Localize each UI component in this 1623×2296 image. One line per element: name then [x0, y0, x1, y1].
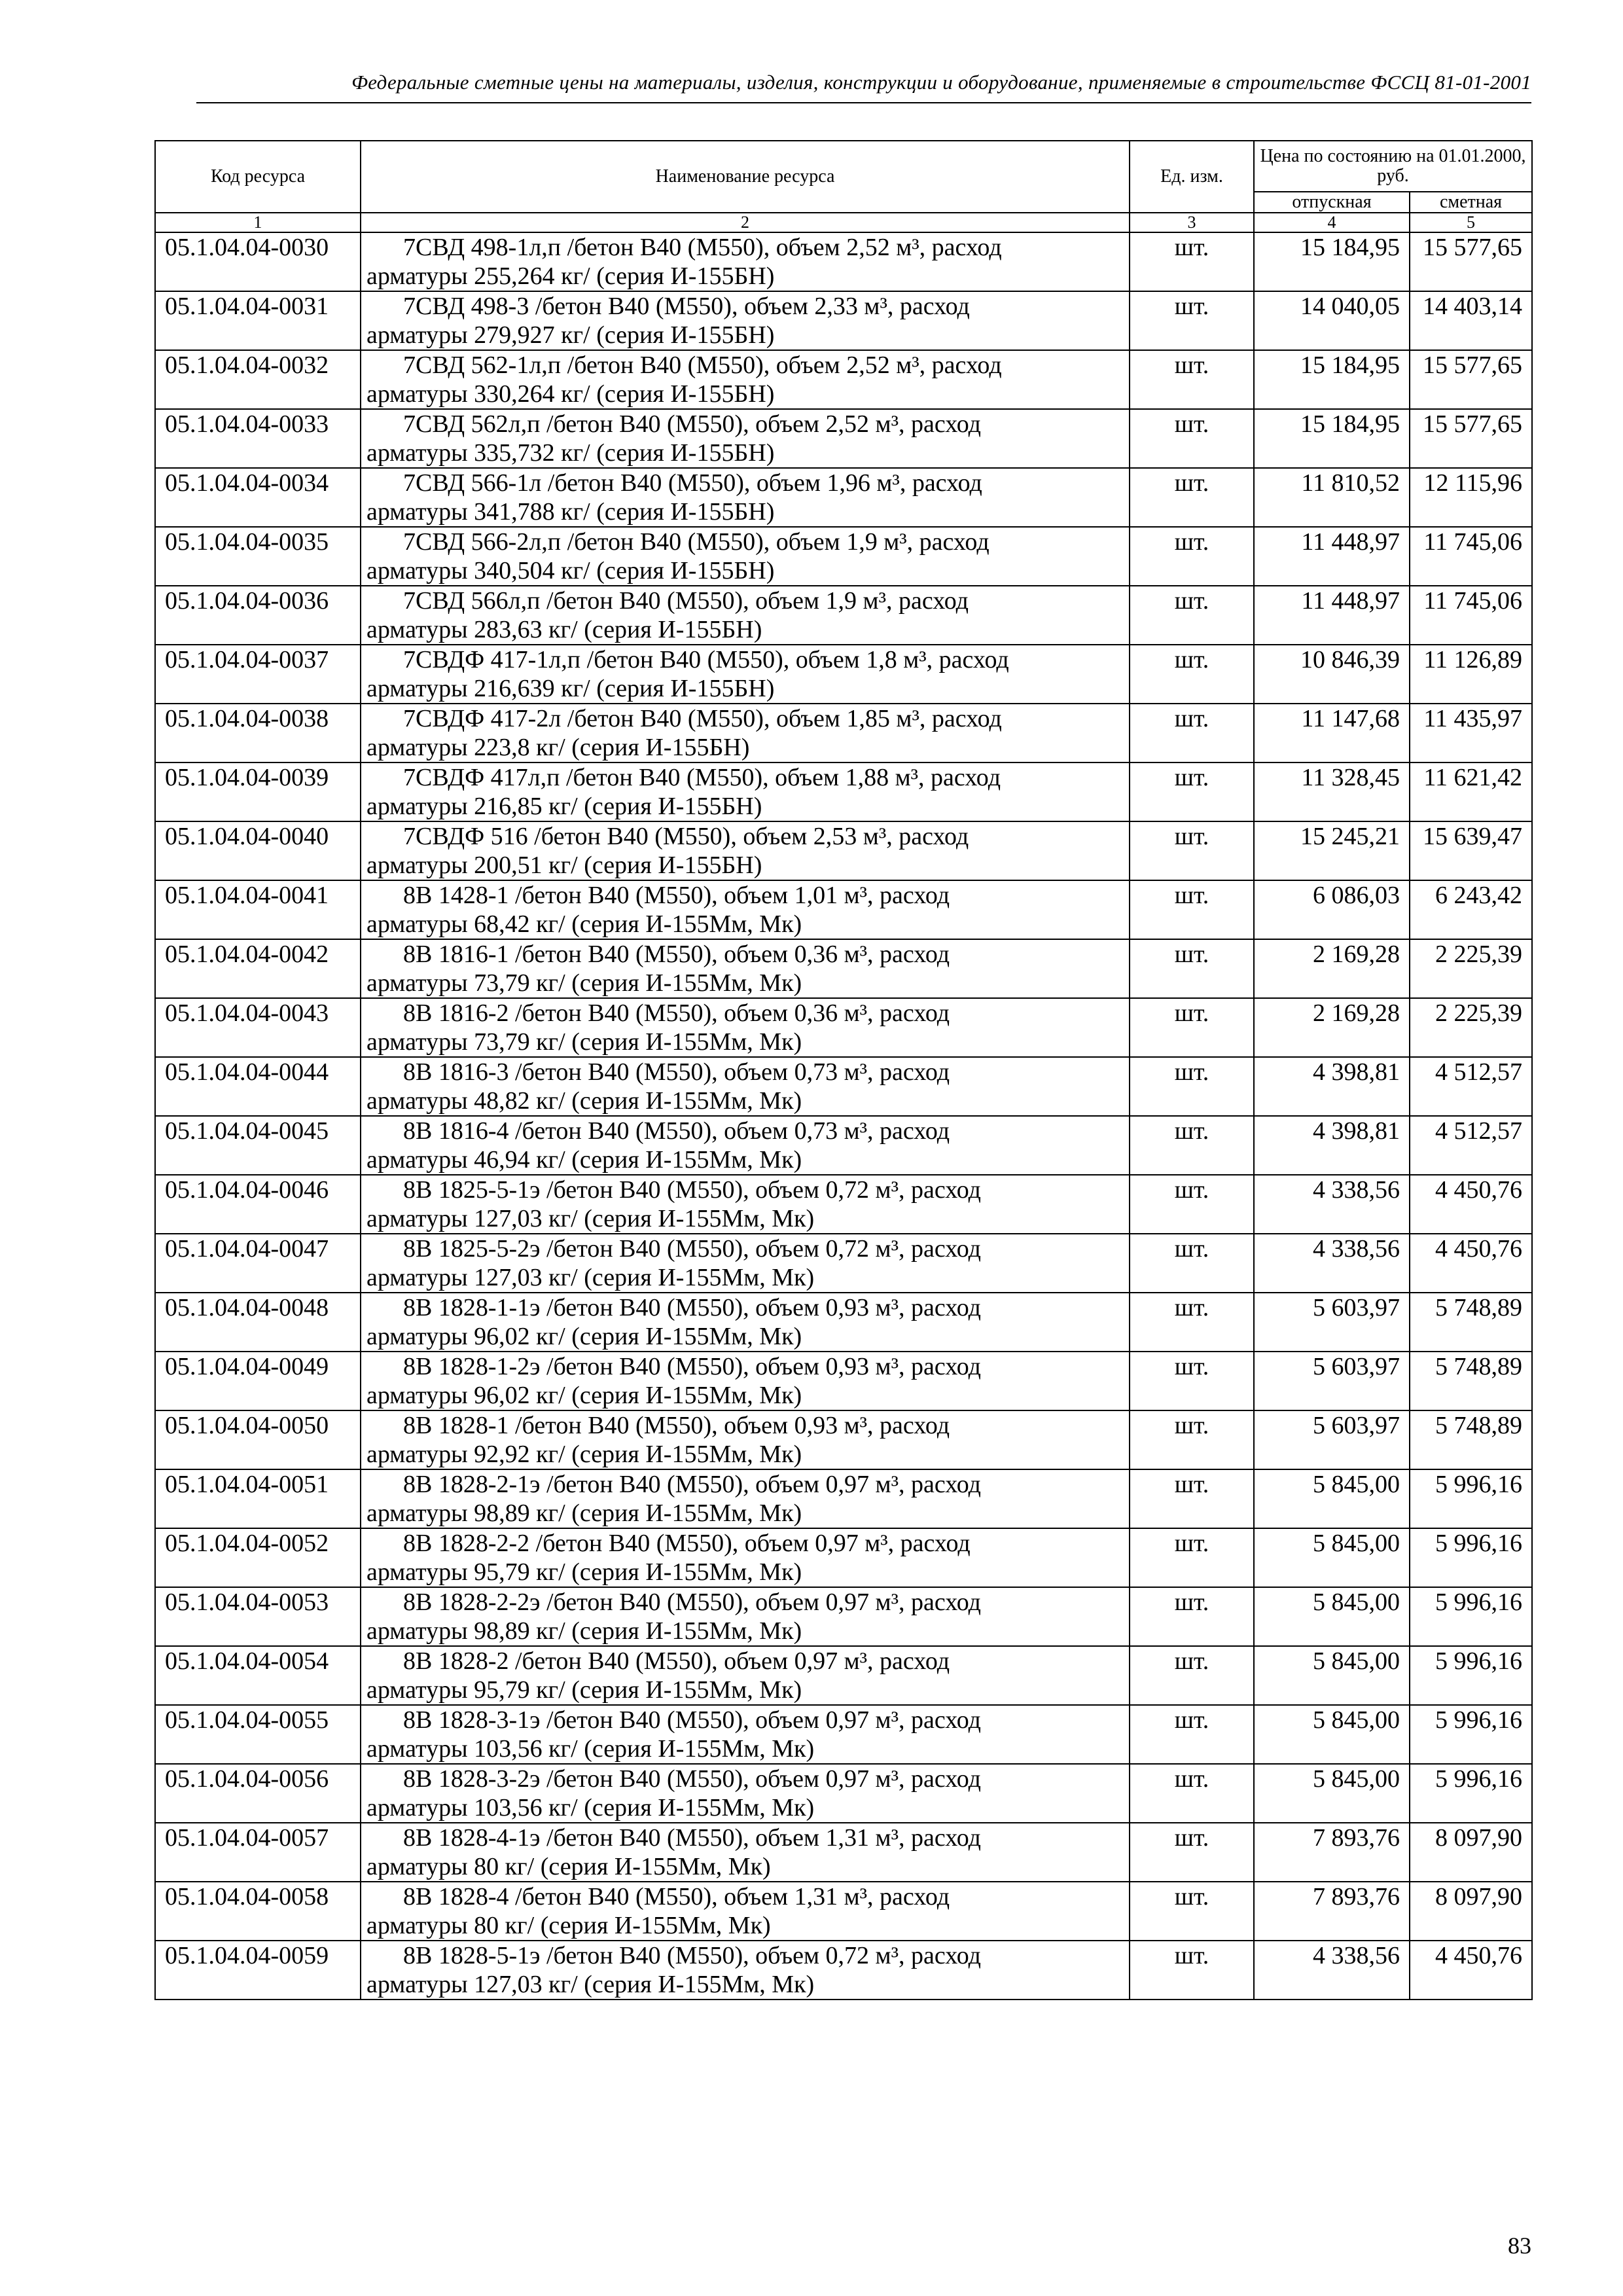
estimate-price: 4 450,76 — [1410, 1941, 1532, 2000]
resource-name-line1: 8В 1828-2-2э /бетон В40 (М550), объем 0,97 м³, расход — [403, 1588, 982, 1616]
resource-code: 05.1.04.04-0030 — [155, 232, 361, 291]
header-price: Цена по состоянию на 01.01.2000, руб. — [1254, 141, 1532, 192]
table-row — [155, 762, 1532, 821]
resource-name — [361, 762, 1130, 821]
resource-name — [361, 1528, 1130, 1587]
resource-unit: шт. — [1130, 1882, 1254, 1941]
resource-code: 05.1.04.04-0032 — [155, 350, 361, 409]
resource-name-line1: 8В 1825-5-1э /бетон В40 (М550), объем 0,72 м³, расход — [403, 1176, 982, 1204]
release-price: 2 169,28 — [1254, 939, 1410, 998]
resource-name-line1: 7СВД 566л,п /бетон В40 (М550), объем 1,9 м³, расход — [403, 587, 969, 615]
resource-code: 05.1.04.04-0056 — [155, 1764, 361, 1823]
resource-name — [361, 409, 1130, 468]
resource-name — [361, 704, 1130, 762]
resource-name — [361, 232, 1130, 291]
resource-name-line1: 7СВД 498-1л,п /бетон В40 (М550), объем 2,52 м³, расход — [403, 234, 1002, 261]
resource-name-line2: арматуры 95,79 кг/ (серия И-155Мм, Мк) — [366, 1676, 802, 1704]
estimate-price: 8 097,90 — [1410, 1823, 1532, 1882]
table-row — [155, 468, 1532, 527]
table-row — [155, 1764, 1532, 1823]
resource-name-line2: арматуры 340,504 кг/ (серия И-155БН) — [366, 557, 775, 584]
estimate-price: 5 996,16 — [1410, 1764, 1532, 1823]
table-row — [155, 939, 1532, 998]
release-price: 5 845,00 — [1254, 1705, 1410, 1764]
resource-name-line1: 7СВД 562л,п /бетон В40 (М550), объем 2,52 м³, расход — [403, 410, 982, 438]
header-release: отпускная — [1254, 192, 1410, 213]
release-price: 4 398,81 — [1254, 1116, 1410, 1175]
table-row — [155, 527, 1532, 586]
table-row — [155, 1528, 1532, 1587]
header-estimate: сметная — [1410, 192, 1532, 213]
resource-code: 05.1.04.04-0052 — [155, 1528, 361, 1587]
resource-name — [361, 1057, 1130, 1116]
resource-name-line2: арматуры 80 кг/ (серия И-155Мм, Мк) — [366, 1912, 771, 1939]
estimate-price: 2 225,39 — [1410, 939, 1532, 998]
estimate-price: 15 639,47 — [1410, 821, 1532, 880]
resource-name-line1: 8В 1828-3-1э /бетон В40 (М550), объем 0,97 м³, расход — [403, 1706, 982, 1734]
resource-name-line1: 8В 1828-2 /бетон В40 (М550), объем 0,97 м³, расход — [403, 1647, 950, 1675]
resource-unit: шт. — [1130, 704, 1254, 762]
resource-name-line2: арматуры 73,79 кг/ (серия И-155Мм, Мк) — [366, 969, 802, 997]
resource-unit: шт. — [1130, 1705, 1254, 1764]
resource-name-line2: арматуры 46,94 кг/ (серия И-155Мм, Мк) — [366, 1146, 802, 1174]
resource-name — [361, 998, 1130, 1057]
column-numbers-row — [155, 213, 1532, 232]
column-number: 4 — [1254, 213, 1410, 232]
resource-name-line2: арматуры 68,42 кг/ (серия И-155Мм, Мк) — [366, 910, 802, 938]
resource-name-line2: арматуры 341,788 кг/ (серия И-155БН) — [366, 498, 775, 526]
resource-unit: шт. — [1130, 1469, 1254, 1528]
resource-name-line1: 8В 1828-5-1э /бетон В40 (М550), объем 0,72 м³, расход — [403, 1942, 982, 1969]
resource-name — [361, 1116, 1130, 1175]
resource-name-line2: арматуры 95,79 кг/ (серия И-155Мм, Мк) — [366, 1558, 802, 1586]
resource-code: 05.1.04.04-0057 — [155, 1823, 361, 1882]
estimate-price: 5 996,16 — [1410, 1646, 1532, 1705]
resource-unit: шт. — [1130, 527, 1254, 586]
estimate-price: 15 577,65 — [1410, 232, 1532, 291]
table-row — [155, 1116, 1532, 1175]
release-price: 11 328,45 — [1254, 762, 1410, 821]
resource-name-line2: арматуры 279,927 кг/ (серия И-155БН) — [366, 321, 775, 349]
header-name: Наименование ресурса — [361, 141, 1130, 213]
resource-code: 05.1.04.04-0059 — [155, 1941, 361, 2000]
resource-name-line2: арматуры 98,89 кг/ (серия И-155Мм, Мк) — [366, 1617, 802, 1645]
resource-unit: шт. — [1130, 1352, 1254, 1410]
table-row — [155, 1587, 1532, 1646]
column-number: 2 — [361, 213, 1130, 232]
release-price: 5 845,00 — [1254, 1646, 1410, 1705]
estimate-price: 5 748,89 — [1410, 1352, 1532, 1410]
table-row — [155, 1175, 1532, 1234]
release-price: 2 169,28 — [1254, 998, 1410, 1057]
price-table — [154, 140, 1533, 2000]
estimate-price: 5 996,16 — [1410, 1705, 1532, 1764]
table-row — [155, 232, 1532, 291]
resource-unit: шт. — [1130, 409, 1254, 468]
resource-name-line1: 8В 1825-5-2э /бетон В40 (М550), объем 0,72 м³, расход — [403, 1235, 982, 1263]
resource-unit: шт. — [1130, 1823, 1254, 1882]
resource-name-line1: 7СВДФ 417-2л /бетон В40 (М550), объем 1,85 м³, расход — [403, 705, 1002, 732]
resource-code: 05.1.04.04-0039 — [155, 762, 361, 821]
estimate-price: 4 512,57 — [1410, 1057, 1532, 1116]
estimate-price: 6 243,42 — [1410, 880, 1532, 939]
estimate-price: 11 126,89 — [1410, 645, 1532, 704]
resource-name — [361, 1293, 1130, 1352]
resource-unit: шт. — [1130, 586, 1254, 645]
resource-name — [361, 291, 1130, 350]
resource-name — [361, 1469, 1130, 1528]
resource-name-line2: арматуры 127,03 кг/ (серия И-155Мм, Мк) — [366, 1205, 815, 1232]
header-code: Код ресурса — [155, 141, 361, 213]
column-number: 5 — [1410, 213, 1532, 232]
resource-name-line1: 7СВД 562-1л,п /бетон В40 (М550), объем 2,52 м³, расход — [403, 351, 1002, 379]
resource-code: 05.1.04.04-0058 — [155, 1882, 361, 1941]
resource-name-line1: 7СВДФ 417л,п /бетон В40 (М550), объем 1,88 м³, расход — [403, 764, 1001, 791]
resource-unit: шт. — [1130, 880, 1254, 939]
resource-unit: шт. — [1130, 350, 1254, 409]
release-price: 11 448,97 — [1254, 527, 1410, 586]
estimate-price: 11 745,06 — [1410, 527, 1532, 586]
header-unit: Ед. изм. — [1130, 141, 1254, 213]
resource-code: 05.1.04.04-0054 — [155, 1646, 361, 1705]
table-row — [155, 821, 1532, 880]
estimate-price: 4 450,76 — [1410, 1234, 1532, 1293]
resource-name-line1: 8В 1828-4 /бетон В40 (М550), объем 1,31 м³, расход — [403, 1883, 950, 1910]
release-price: 4 338,56 — [1254, 1234, 1410, 1293]
resource-name-line2: арматуры 96,02 кг/ (серия И-155Мм, Мк) — [366, 1323, 802, 1350]
resource-name-line1: 8В 1828-2-1э /бетон В40 (М550), объем 0,97 м³, расход — [403, 1471, 982, 1498]
resource-code: 05.1.04.04-0038 — [155, 704, 361, 762]
release-price: 5 845,00 — [1254, 1764, 1410, 1823]
estimate-price: 5 748,89 — [1410, 1293, 1532, 1352]
release-price: 4 338,56 — [1254, 1941, 1410, 2000]
resource-name — [361, 527, 1130, 586]
table-row — [155, 1941, 1532, 2000]
resource-code: 05.1.04.04-0046 — [155, 1175, 361, 1234]
estimate-price: 5 748,89 — [1410, 1410, 1532, 1469]
resource-unit: шт. — [1130, 1293, 1254, 1352]
resource-name-line1: 8В 1828-2-2 /бетон В40 (М550), объем 0,97 м³, расход — [403, 1530, 971, 1557]
table-row — [155, 1057, 1532, 1116]
table-body — [155, 232, 1532, 2000]
table-row — [155, 1882, 1532, 1941]
table-row — [155, 645, 1532, 704]
resource-name-line1: 8В 1828-1 /бетон В40 (М550), объем 0,93 м³, расход — [403, 1412, 950, 1439]
resource-code: 05.1.04.04-0050 — [155, 1410, 361, 1469]
table-row — [155, 1823, 1532, 1882]
resource-unit: шт. — [1130, 645, 1254, 704]
table-row — [155, 1469, 1532, 1528]
release-price: 4 338,56 — [1254, 1175, 1410, 1234]
resource-name-line1: 8В 1828-1-1э /бетон В40 (М550), объем 0,93 м³, расход — [403, 1294, 982, 1321]
release-price: 14 040,05 — [1254, 291, 1410, 350]
running-header: Федеральные сметные цены на материалы, изделия, конструкции и оборудование, применяемые в строительстве ФССЦ 81-01-2001 — [351, 71, 1531, 94]
release-price: 5 845,00 — [1254, 1587, 1410, 1646]
release-price: 15 245,21 — [1254, 821, 1410, 880]
header-rule — [196, 102, 1531, 103]
resource-code: 05.1.04.04-0042 — [155, 939, 361, 998]
resource-unit: шт. — [1130, 1175, 1254, 1234]
resource-name — [361, 1764, 1130, 1823]
resource-code: 05.1.04.04-0033 — [155, 409, 361, 468]
estimate-price: 15 577,65 — [1410, 409, 1532, 468]
resource-code: 05.1.04.04-0037 — [155, 645, 361, 704]
resource-code: 05.1.04.04-0041 — [155, 880, 361, 939]
resource-name — [361, 880, 1130, 939]
resource-unit: шт. — [1130, 1646, 1254, 1705]
resource-name-line2: арматуры 335,732 кг/ (серия И-155БН) — [366, 439, 775, 467]
resource-name — [361, 645, 1130, 704]
release-price: 5 603,97 — [1254, 1352, 1410, 1410]
resource-name — [361, 1882, 1130, 1941]
resource-name-line2: арматуры 92,92 кг/ (серия И-155Мм, Мк) — [366, 1441, 802, 1468]
resource-unit: шт. — [1130, 468, 1254, 527]
resource-name-line2: арматуры 127,03 кг/ (серия И-155Мм, Мк) — [366, 1971, 815, 1998]
release-price: 11 810,52 — [1254, 468, 1410, 527]
resource-code: 05.1.04.04-0036 — [155, 586, 361, 645]
resource-name-line1: 7СВД 566-2л,п /бетон В40 (М550), объем 1,9 м³, расход — [403, 528, 990, 556]
column-number: 3 — [1130, 213, 1254, 232]
resource-name — [361, 1705, 1130, 1764]
resource-unit: шт. — [1130, 998, 1254, 1057]
resource-unit: шт. — [1130, 1116, 1254, 1175]
estimate-price: 4 512,57 — [1410, 1116, 1532, 1175]
table-row — [155, 350, 1532, 409]
resource-name-line1: 8В 1816-3 /бетон В40 (М550), объем 0,73 м³, расход — [403, 1058, 950, 1086]
column-number: 1 — [155, 213, 361, 232]
resource-name-line1: 7СВДФ 417-1л,п /бетон В40 (М550), объем 1,8 м³, расход — [403, 646, 1009, 673]
resource-name — [361, 1823, 1130, 1882]
resource-code: 05.1.04.04-0053 — [155, 1587, 361, 1646]
estimate-price: 5 996,16 — [1410, 1587, 1532, 1646]
table-row — [155, 704, 1532, 762]
resource-code: 05.1.04.04-0043 — [155, 998, 361, 1057]
table-row — [155, 409, 1532, 468]
resource-name-line2: арматуры 73,79 кг/ (серия И-155Мм, Мк) — [366, 1028, 802, 1056]
resource-name-line1: 7СВД 566-1л /бетон В40 (М550), объем 1,96 м³, расход — [403, 469, 982, 497]
resource-code: 05.1.04.04-0044 — [155, 1057, 361, 1116]
release-price: 4 398,81 — [1254, 1057, 1410, 1116]
resource-name — [361, 821, 1130, 880]
resource-unit: шт. — [1130, 1057, 1254, 1116]
resource-name-line1: 8В 1828-1-2э /бетон В40 (М550), объем 0,93 м³, расход — [403, 1353, 982, 1380]
resource-name — [361, 1941, 1130, 2000]
resource-unit: шт. — [1130, 291, 1254, 350]
resource-name — [361, 350, 1130, 409]
resource-name-line2: арматуры 283,63 кг/ (серия И-155БН) — [366, 616, 762, 643]
resource-name — [361, 1175, 1130, 1234]
resource-name-line2: арматуры 103,56 кг/ (серия И-155Мм, Мк) — [366, 1794, 815, 1821]
estimate-price: 14 403,14 — [1410, 291, 1532, 350]
release-price: 11 147,68 — [1254, 704, 1410, 762]
release-price: 5 603,97 — [1254, 1410, 1410, 1469]
resource-name-line2: арматуры 216,85 кг/ (серия И-155БН) — [366, 793, 762, 820]
resource-name-line1: 8В 1428-1 /бетон В40 (М550), объем 1,01 м³, расход — [403, 882, 950, 909]
resource-name-line2: арматуры 127,03 кг/ (серия И-155Мм, Мк) — [366, 1264, 815, 1291]
release-price: 5 845,00 — [1254, 1528, 1410, 1587]
resource-name-line1: 8В 1816-2 /бетон В40 (М550), объем 0,36 м³, расход — [403, 999, 950, 1027]
release-price: 15 184,95 — [1254, 350, 1410, 409]
table-row — [155, 1352, 1532, 1410]
resource-code: 05.1.04.04-0048 — [155, 1293, 361, 1352]
resource-code: 05.1.04.04-0035 — [155, 527, 361, 586]
resource-name-line2: арматуры 200,51 кг/ (серия И-155БН) — [366, 852, 762, 879]
page-number: 83 — [1508, 2233, 1531, 2259]
resource-name — [361, 1352, 1130, 1410]
estimate-price: 8 097,90 — [1410, 1882, 1532, 1941]
resource-code: 05.1.04.04-0047 — [155, 1234, 361, 1293]
resource-code: 05.1.04.04-0055 — [155, 1705, 361, 1764]
resource-name-line2: арматуры 80 кг/ (серия И-155Мм, Мк) — [366, 1853, 771, 1880]
resource-code: 05.1.04.04-0051 — [155, 1469, 361, 1528]
estimate-price: 15 577,65 — [1410, 350, 1532, 409]
resource-name-line2: арматуры 48,82 кг/ (серия И-155Мм, Мк) — [366, 1087, 802, 1115]
table-row — [155, 586, 1532, 645]
estimate-price: 11 621,42 — [1410, 762, 1532, 821]
resource-name — [361, 586, 1130, 645]
resource-name-line2: арматуры 98,89 кг/ (серия И-155Мм, Мк) — [366, 1499, 802, 1527]
resource-code: 05.1.04.04-0034 — [155, 468, 361, 527]
resource-name-line1: 8В 1828-4-1э /бетон В40 (М550), объем 1,31 м³, расход — [403, 1824, 982, 1852]
resource-name-line1: 7СВД 498-3 /бетон В40 (М550), объем 2,33 м³, расход — [403, 293, 970, 320]
release-price: 15 184,95 — [1254, 232, 1410, 291]
release-price: 5 845,00 — [1254, 1469, 1410, 1528]
table-row — [155, 1410, 1532, 1469]
table-row — [155, 291, 1532, 350]
resource-name-line2: арматуры 103,56 кг/ (серия И-155Мм, Мк) — [366, 1735, 815, 1763]
resource-unit: шт. — [1130, 939, 1254, 998]
resource-name-line1: 8В 1816-4 /бетон В40 (М550), объем 0,73 м³, расход — [403, 1117, 950, 1145]
resource-name — [361, 939, 1130, 998]
release-price: 15 184,95 — [1254, 409, 1410, 468]
estimate-price: 12 115,96 — [1410, 468, 1532, 527]
resource-name-line1: 8В 1816-1 /бетон В40 (М550), объем 0,36 м³, расход — [403, 941, 950, 968]
table-row — [155, 998, 1532, 1057]
release-price: 11 448,97 — [1254, 586, 1410, 645]
resource-code: 05.1.04.04-0045 — [155, 1116, 361, 1175]
resource-unit: шт. — [1130, 232, 1254, 291]
estimate-price: 5 996,16 — [1410, 1528, 1532, 1587]
resource-name — [361, 1234, 1130, 1293]
table-row — [155, 1705, 1532, 1764]
resource-name — [361, 468, 1130, 527]
resource-code: 05.1.04.04-0031 — [155, 291, 361, 350]
estimate-price: 5 996,16 — [1410, 1469, 1532, 1528]
estimate-price: 4 450,76 — [1410, 1175, 1532, 1234]
estimate-price: 11 745,06 — [1410, 586, 1532, 645]
resource-name-line1: 8В 1828-3-2э /бетон В40 (М550), объем 0,97 м³, расход — [403, 1765, 982, 1793]
resource-name — [361, 1587, 1130, 1646]
table-row — [155, 1293, 1532, 1352]
resource-unit: шт. — [1130, 1764, 1254, 1823]
resource-name-line2: арматуры 255,264 кг/ (серия И-155БН) — [366, 262, 775, 290]
resource-name-line2: арматуры 330,264 кг/ (серия И-155БН) — [366, 380, 775, 408]
resource-unit: шт. — [1130, 1528, 1254, 1587]
resource-unit: шт. — [1130, 1410, 1254, 1469]
resource-unit: шт. — [1130, 821, 1254, 880]
resource-name — [361, 1646, 1130, 1705]
resource-name-line2: арматуры 223,8 кг/ (серия И-155БН) — [366, 734, 750, 761]
release-price: 7 893,76 — [1254, 1823, 1410, 1882]
resource-unit: шт. — [1130, 762, 1254, 821]
resource-unit: шт. — [1130, 1941, 1254, 2000]
estimate-price: 2 225,39 — [1410, 998, 1532, 1057]
resource-code: 05.1.04.04-0040 — [155, 821, 361, 880]
estimate-price: 11 435,97 — [1410, 704, 1532, 762]
resource-unit: шт. — [1130, 1587, 1254, 1646]
resource-code: 05.1.04.04-0049 — [155, 1352, 361, 1410]
release-price: 6 086,03 — [1254, 880, 1410, 939]
resource-name-line1: 7СВДФ 516 /бетон В40 (М550), объем 2,53 м³, расход — [403, 823, 969, 850]
release-price: 7 893,76 — [1254, 1882, 1410, 1941]
release-price: 5 603,97 — [1254, 1293, 1410, 1352]
release-price: 10 846,39 — [1254, 645, 1410, 704]
table-row — [155, 880, 1532, 939]
resource-name — [361, 1410, 1130, 1469]
table-row — [155, 1234, 1532, 1293]
resource-name-line2: арматуры 96,02 кг/ (серия И-155Мм, Мк) — [366, 1382, 802, 1409]
table-row — [155, 1646, 1532, 1705]
resource-unit: шт. — [1130, 1234, 1254, 1293]
resource-name-line2: арматуры 216,639 кг/ (серия И-155БН) — [366, 675, 775, 702]
